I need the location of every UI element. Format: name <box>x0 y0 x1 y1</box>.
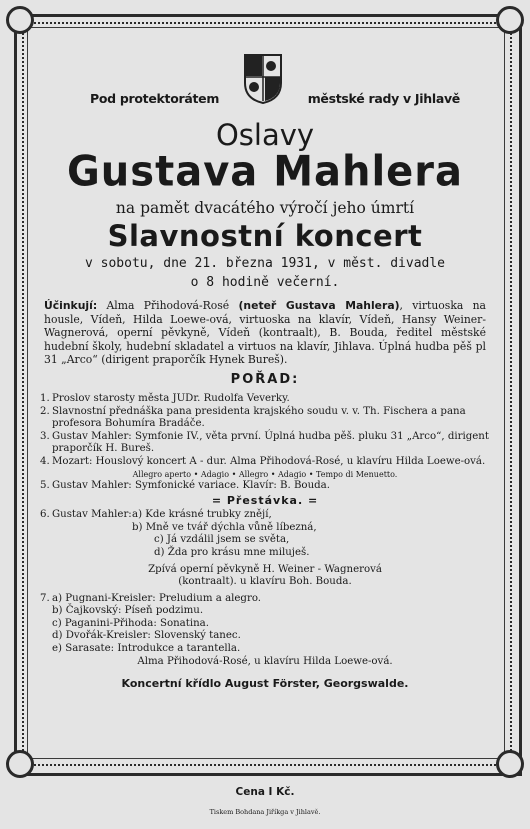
patron-left: Pod protektorátem <box>90 90 220 106</box>
title-oslavy: Oslavy <box>215 118 315 152</box>
program-item: 3. Gustav Mahler: Symfonie IV., věta první. Úplná hudba pěš. pluku 31 „Arco“, dirigent praporčík H. Bureš. <box>40 430 489 455</box>
corner-ornament-icon <box>496 750 524 778</box>
program-item: 1. Proslov starosty města JUDr. Rudolfa Veverky. <box>40 392 290 404</box>
violin-pieces <box>52 593 261 656</box>
event-time: o 8 hodině večerní. <box>190 275 340 290</box>
performers-paragraph <box>44 299 486 367</box>
piece-item: c) Paganini-Přihoda: Sonatina. <box>52 617 209 629</box>
piece-item: a) Pugnani-Kreisler: Preludium a alegro. <box>52 592 262 604</box>
event-date: v sobotu, dne 21. března 1931, v měst. divadle <box>84 256 446 271</box>
program-item: 5. Gustav Mahler: Symfonické variace. Klavír: B. Bouda. <box>40 479 330 491</box>
program-item-7: 7. a) Pugnani-Kreisler: Preludium a alegro. b) Čajkovský: Píseň podzimu. c) Paganini-Přihoda: Sonatina. d) Dvořák-Kreisler: Slovenský tanec. e) Sarasate: Introdukce a tarantella. Alma Přihodová-Rosé, u klavíru Hilda Loewe-ová. <box>40 593 490 669</box>
corner-ornament-icon <box>6 6 34 34</box>
performer-niece-note: (neteř Gustava Mahlera) <box>238 299 400 312</box>
corner-ornament-icon <box>496 6 524 34</box>
performers-label: Účinkují: <box>44 299 98 312</box>
patron-right: městské rady v Jihlavě <box>307 90 460 106</box>
singer-line: Zpívá operní pěvkyně H. Weiner - Wagnerová <box>148 563 382 575</box>
program-heading: POŘAD: <box>230 371 300 387</box>
poster-content <box>40 48 490 690</box>
subtitle-anniversary: na pamět dvacátého výročí jeho úmrtí <box>115 199 415 217</box>
program-item-6: 6. Gustav Mahler: a) Kde krásné trubky znějí, b) Mně ve tvář dýchla vůně líbezná, c) Já vzdálil jsem se světa, d) Žda pro krásu mne miluješ. <box>40 509 317 558</box>
closing-performers: Alma Přihodová-Rosé, u klavíru Hilda Loewe-ová. <box>137 655 393 667</box>
patron-line <box>40 48 490 114</box>
piece-item: d) Dvořák-Kreisler: Slovenský tanec. <box>52 630 241 642</box>
program-list <box>40 393 490 469</box>
performer-alma: Alma Přihodová-Rosé <box>106 299 230 312</box>
city-crest-icon <box>243 53 283 105</box>
song-item: c) Já vzdálil jsem se světa, <box>154 534 290 546</box>
title-mahler: Gustava Mahlera <box>66 147 464 197</box>
ticket-price: Cena I Kč. <box>235 786 295 798</box>
performers-text: , virtuoska na housle, Vídeň, Hilda Loewe-ová, virtuoska na klavír, Vídeň, Hansy Weiner-Wagnerová, operní pěvkyně, Vídeň (kontraalt), B. Bouda, ředitel městské hudební školy, hudební skladatel a virtuos na klavír, Jihlava. Úplná hudba pěš pl 31 „Arco“ (dirigent praporčík Hynek Bureš). <box>44 299 486 367</box>
piano-note: Koncertní křídlo August Förster, Georgswalde. <box>121 677 409 691</box>
singer-accompanist: (kontraalt). u klavíru Boh. Bouda. <box>178 576 352 588</box>
program-item: 2. Slavnostní přednáška pana presidenta krajského soudu v. v. Th. Fischera a pana profesora Bohumíra Bradáče. <box>40 405 466 430</box>
printer-credit: Tiskem Bohdana Jiříkga v Jihlavě. <box>209 808 321 816</box>
piece-item: e) Sarasate: Introdukce a tarantella. <box>52 643 241 655</box>
title-koncert: Slavnostní koncert <box>107 219 423 253</box>
song-item: d) Žda pro krásu mne miluješ. <box>154 546 310 558</box>
mozart-tempi: Allegro aperto • Adagio • Allegro • Adagio • Tempo di Menuetto. <box>132 469 398 479</box>
program-list <box>40 480 490 493</box>
song-list <box>132 509 317 559</box>
song-item: a) Kde krásné trubky znějí, <box>132 509 272 521</box>
song-item: b) Mně ve tvář dýchla vůně líbezná, <box>132 521 317 533</box>
program-item: 4. Mozart: Houslový koncert A - dur. Alma Přihodová-Rosé, u klavíru Hilda Loewe-ová. <box>40 455 486 467</box>
piece-item: b) Čajkovský: Píseň podzimu. <box>52 605 204 617</box>
corner-ornament-icon <box>6 750 34 778</box>
intermission: = Přestávka. = <box>211 494 319 508</box>
